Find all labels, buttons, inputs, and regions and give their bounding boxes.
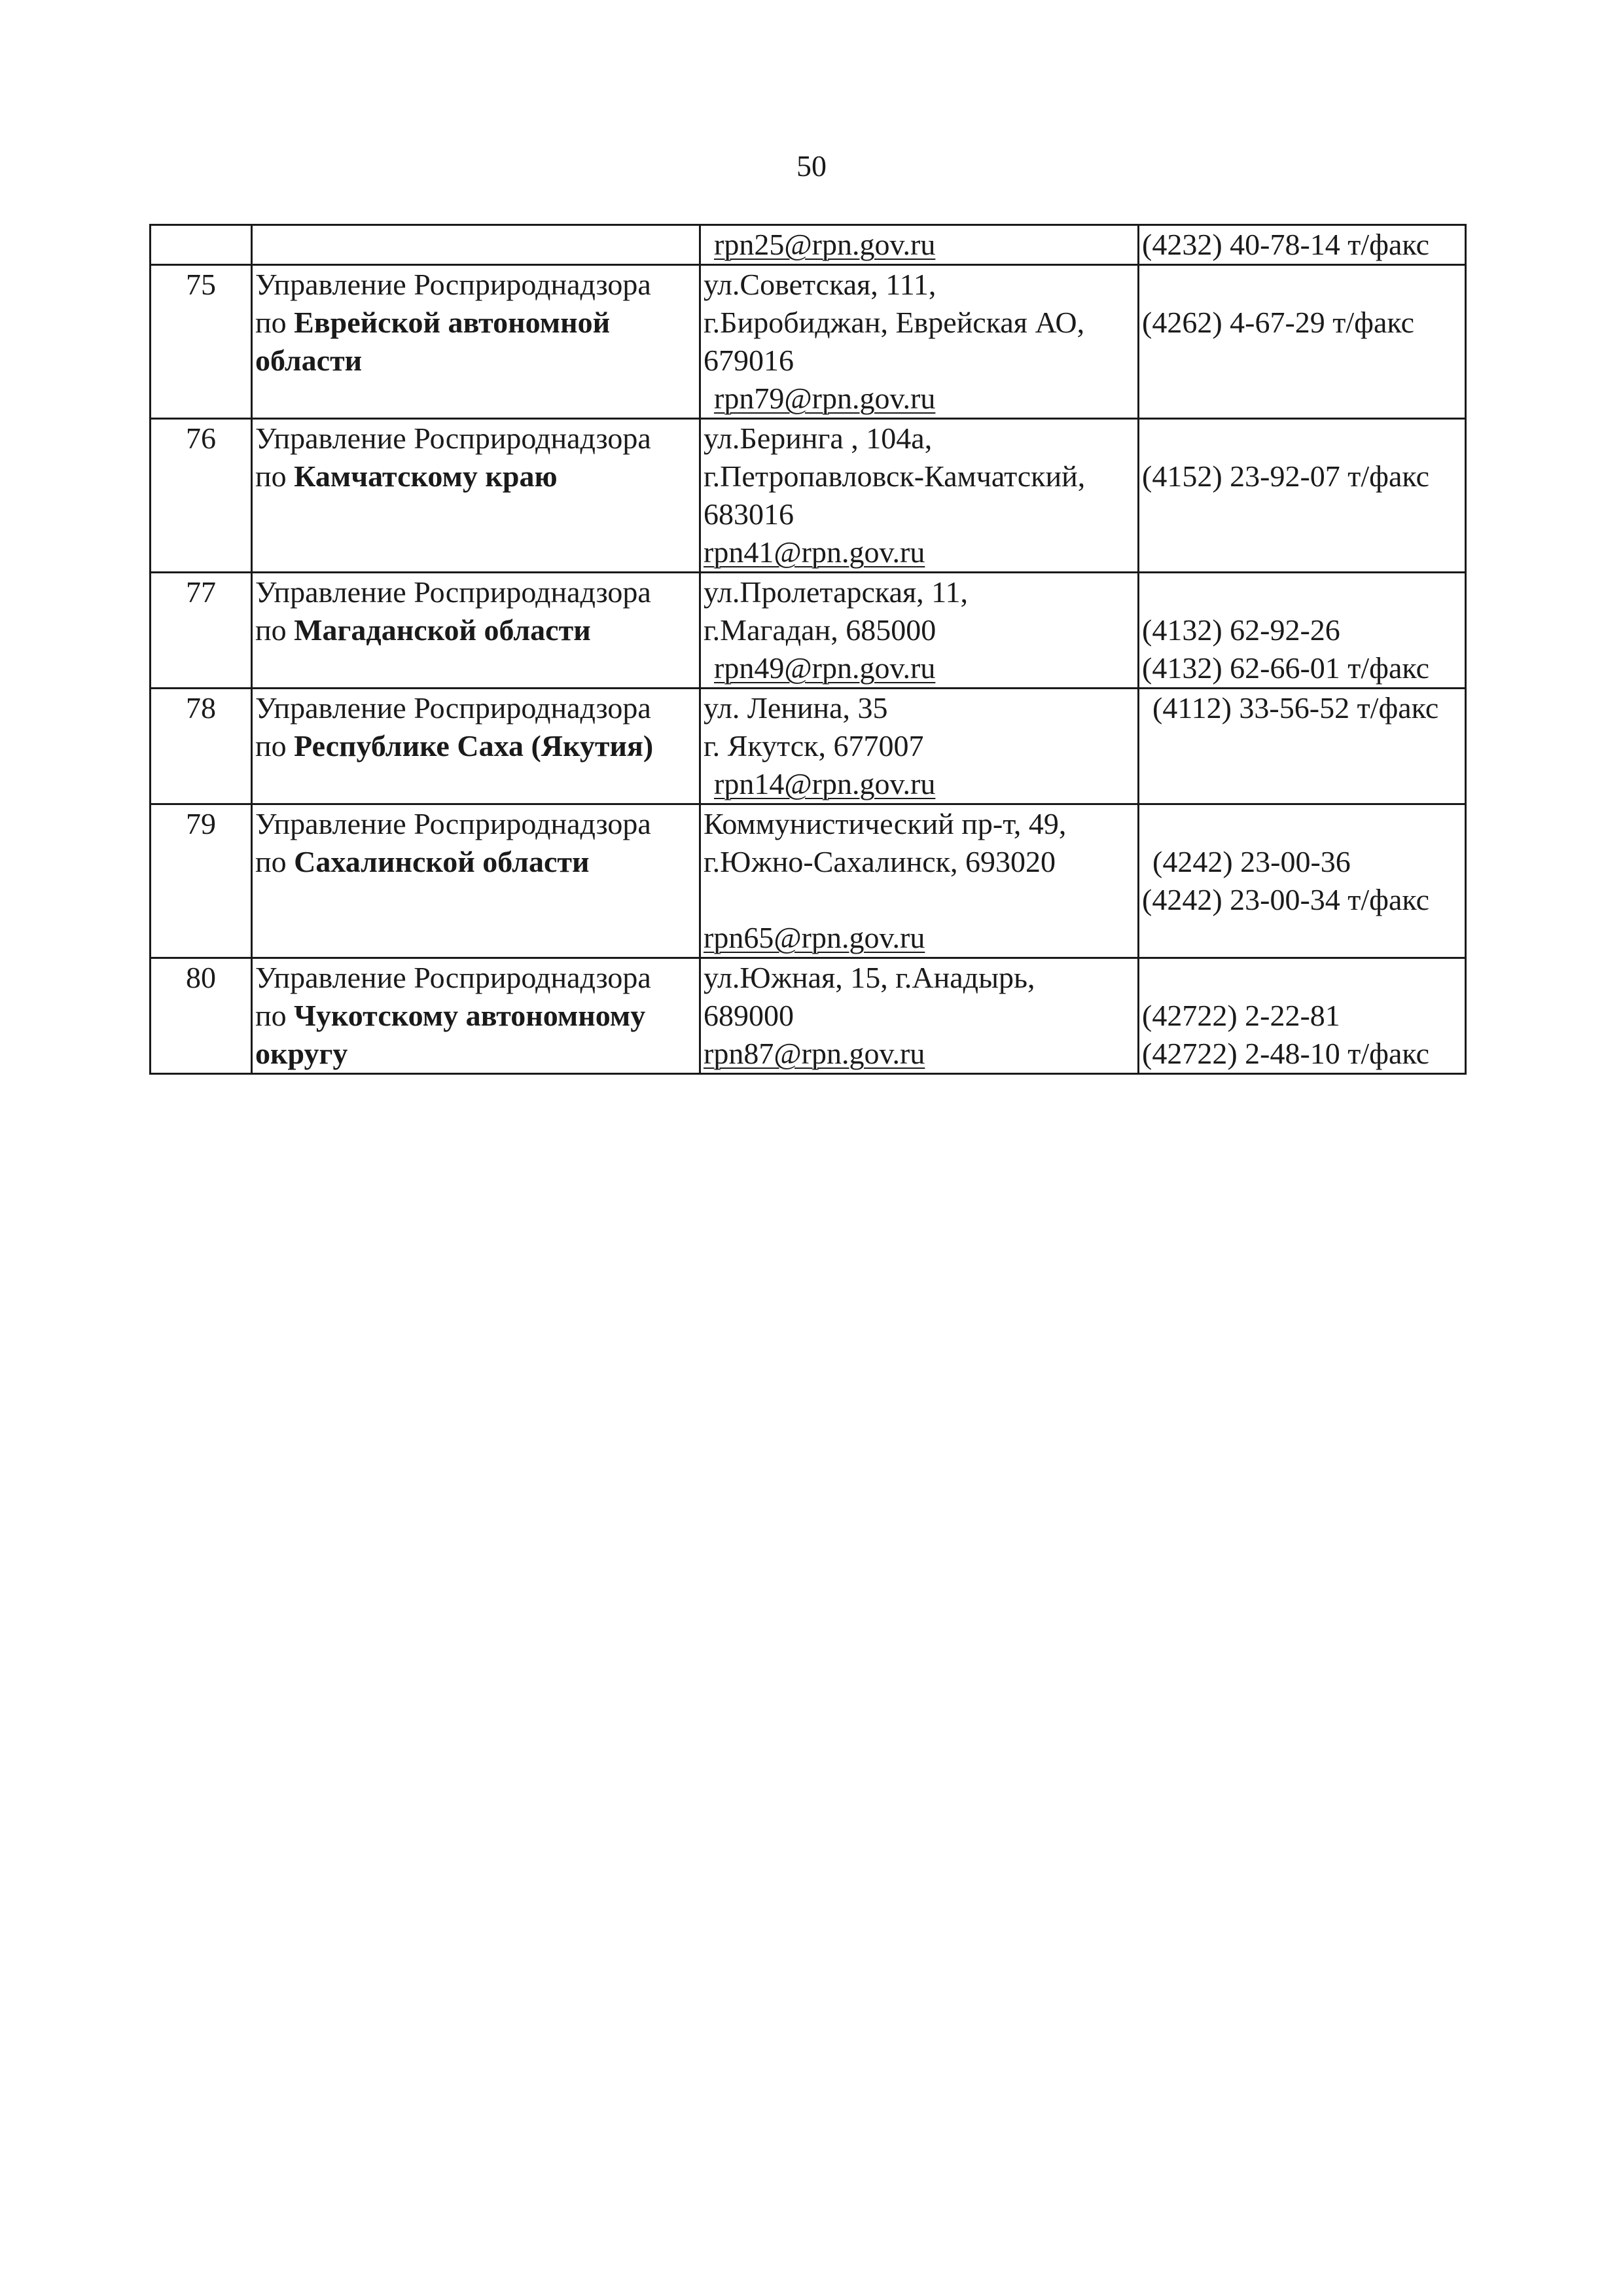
address-cell xyxy=(700,573,1139,689)
address-line: 679016 xyxy=(704,344,794,377)
row-number-cell: 80 xyxy=(151,958,252,1074)
org-prefix: Управление Росприроднадзора xyxy=(255,691,651,725)
row-number-cell xyxy=(151,225,252,265)
table-row-continuation xyxy=(151,225,1466,265)
table-row xyxy=(151,958,1466,1074)
address-line: 689000 xyxy=(704,999,794,1032)
email-link[interactable]: rpn87@rpn.gov.ru xyxy=(704,1037,925,1070)
address-cell xyxy=(700,689,1139,804)
address-cell xyxy=(700,958,1139,1074)
org-region: Чукотскому автономному xyxy=(294,999,646,1032)
organization-cell xyxy=(252,689,700,804)
email-link[interactable]: rpn65@rpn.gov.ru xyxy=(704,921,925,954)
phone-fax: (42722) 2-48-10 т/факс xyxy=(1142,1037,1429,1070)
phone-cell xyxy=(1139,225,1466,265)
organization-cell xyxy=(252,225,700,265)
address-cell xyxy=(700,225,1139,265)
phone-fax: (4112) 33-56-52 т/факс xyxy=(1152,691,1439,725)
organization-cell xyxy=(252,265,700,419)
address-line: г.Магадан, 685000 xyxy=(704,613,936,647)
address-line: г.Южно-Сахалинск, 693020 xyxy=(704,845,1056,878)
table-row xyxy=(151,265,1466,419)
row-number-cell: 79 xyxy=(151,804,252,958)
row-number-cell: 77 xyxy=(151,573,252,689)
org-region: Сахалинской области xyxy=(294,845,590,878)
address-line: г. Якутск, 677007 xyxy=(704,729,924,762)
address-line: ул. Ленина, 35 xyxy=(704,691,888,725)
org-region: Республике Саха (Якутия) xyxy=(294,729,654,762)
phone-cell xyxy=(1139,419,1466,573)
org-prefix: Управление Росприроднадзора xyxy=(255,268,651,301)
email-link[interactable]: rpn41@rpn.gov.ru xyxy=(704,535,925,569)
organization-cell xyxy=(252,419,700,573)
page-number: 50 xyxy=(796,149,827,183)
org-preposition: по xyxy=(255,613,294,647)
organization-cell xyxy=(252,804,700,958)
row-number-cell: 78 xyxy=(151,689,252,804)
org-prefix: Управление Росприроднадзора xyxy=(255,807,651,840)
phone: (42722) 2-22-81 xyxy=(1142,999,1340,1032)
address-line: г.Биробиджан, Еврейская АО, xyxy=(704,306,1085,339)
org-preposition: по xyxy=(255,999,294,1032)
phone: (4242) 23-00-36 xyxy=(1152,845,1351,878)
address-line: ул.Советская, 111, xyxy=(704,268,936,301)
org-region: Еврейской автономной xyxy=(294,306,611,339)
org-region-cont: области xyxy=(255,344,363,377)
address-line: Коммунистический пр-т, 49, xyxy=(704,807,1067,840)
phone-fax: (4152) 23-92-07 т/факс xyxy=(1142,459,1429,493)
org-preposition: по xyxy=(255,729,294,762)
phone: (4132) 62-92-26 xyxy=(1142,613,1340,647)
email-link[interactable]: rpn14@rpn.gov.ru xyxy=(714,767,936,800)
email-link[interactable]: rpn79@rpn.gov.ru xyxy=(714,382,936,415)
address-line: г.Петропавловск-Камчатский, xyxy=(704,459,1086,493)
table-row xyxy=(151,419,1466,573)
phone-fax: (4132) 62-66-01 т/факс xyxy=(1142,651,1429,685)
row-number-cell: 75 xyxy=(151,265,252,419)
phone-cell xyxy=(1139,265,1466,419)
address-line: 683016 xyxy=(704,497,794,531)
phone-cell xyxy=(1139,573,1466,689)
address-cell xyxy=(700,419,1139,573)
email-link[interactable]: rpn49@rpn.gov.ru xyxy=(714,651,936,685)
org-preposition: по xyxy=(255,845,294,878)
organization-cell xyxy=(252,958,700,1074)
organization-cell xyxy=(252,573,700,689)
org-region: Магаданской области xyxy=(294,613,591,647)
table-row xyxy=(151,689,1466,804)
phone-fax: (4232) 40-78-14 т/факс xyxy=(1142,228,1429,261)
address-line: ул.Южная, 15, г.Анадырь, xyxy=(704,961,1035,994)
row-number-cell: 76 xyxy=(151,419,252,573)
email-link[interactable]: rpn25@rpn.gov.ru xyxy=(714,228,936,261)
phone-fax: (4262) 4-67-29 т/факс xyxy=(1142,306,1414,339)
address-cell xyxy=(700,265,1139,419)
org-prefix: Управление Росприроднадзора xyxy=(255,575,651,609)
address-cell xyxy=(700,804,1139,958)
phone-fax: (4242) 23-00-34 т/факс xyxy=(1142,883,1429,916)
org-region-cont: округу xyxy=(255,1037,348,1070)
org-prefix: Управление Росприроднадзора xyxy=(255,422,651,455)
phone-cell xyxy=(1139,689,1466,804)
address-line: ул.Пролетарская, 11, xyxy=(704,575,968,609)
table-row xyxy=(151,573,1466,689)
address-line: ул.Беринга , 104а, xyxy=(704,422,933,455)
org-preposition: по xyxy=(255,306,294,339)
phone-cell xyxy=(1139,804,1466,958)
org-prefix: Управление Росприроднадзора xyxy=(255,961,651,994)
org-region: Камчатскому краю xyxy=(294,459,558,493)
phone-cell xyxy=(1139,958,1466,1074)
rpn-offices-table xyxy=(149,224,1467,1075)
org-preposition: по xyxy=(255,459,294,493)
table-row xyxy=(151,804,1466,958)
